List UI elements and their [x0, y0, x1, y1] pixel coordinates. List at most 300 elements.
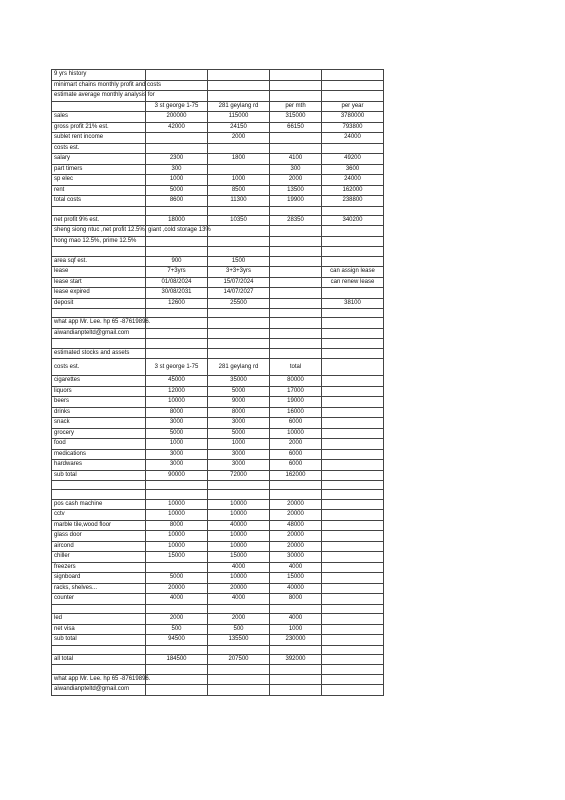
value-cell[interactable]: 500	[208, 624, 270, 635]
value-cell[interactable]	[322, 604, 384, 613]
value-cell[interactable]: 12600	[146, 298, 208, 309]
value-cell[interactable]	[146, 685, 208, 696]
value-cell[interactable]	[322, 449, 384, 460]
value-cell[interactable]: 5000	[146, 428, 208, 439]
row-label-cell[interactable]	[52, 206, 146, 215]
value-cell[interactable]: 40000	[208, 520, 270, 531]
value-cell[interactable]: 10000	[208, 531, 270, 542]
value-cell[interactable]: 3+3+3yrs	[208, 267, 270, 278]
value-cell[interactable]: 49200	[322, 154, 384, 165]
value-cell[interactable]	[208, 143, 270, 154]
value-cell[interactable]	[322, 348, 384, 359]
row-label-cell[interactable]: aircond	[52, 541, 146, 552]
value-cell[interactable]: 14/07/2027	[208, 288, 270, 299]
value-cell[interactable]: 18000	[146, 215, 208, 226]
value-cell[interactable]: 1500	[208, 256, 270, 267]
row-label-cell[interactable]	[52, 481, 146, 490]
value-cell[interactable]: 3000	[208, 460, 270, 471]
value-cell[interactable]: 15000	[146, 552, 208, 563]
value-cell[interactable]: 40000	[270, 583, 322, 594]
value-cell[interactable]: 10000	[146, 531, 208, 542]
value-cell[interactable]	[146, 562, 208, 573]
value-cell[interactable]: 3000	[146, 449, 208, 460]
value-cell[interactable]	[322, 143, 384, 154]
value-cell[interactable]	[322, 460, 384, 471]
row-label-cell[interactable]: deposit	[52, 298, 146, 309]
value-cell[interactable]: 1800	[208, 154, 270, 165]
value-cell[interactable]	[208, 318, 270, 329]
value-cell[interactable]: 01/08/2024	[146, 277, 208, 288]
value-cell[interactable]: 28350	[270, 215, 322, 226]
row-label-cell[interactable]	[52, 665, 146, 674]
value-cell[interactable]: 3000	[146, 460, 208, 471]
value-cell[interactable]	[146, 318, 208, 329]
value-cell[interactable]: 3 st george 1-75	[146, 101, 208, 112]
value-cell[interactable]: 8000	[146, 520, 208, 531]
value-cell[interactable]	[270, 348, 322, 359]
value-cell[interactable]: 340200	[322, 215, 384, 226]
value-cell[interactable]	[208, 328, 270, 339]
row-label-cell[interactable]: what app Mr. Lee. hp 65 -87619896.	[52, 674, 146, 685]
row-label-cell[interactable]: freezers	[52, 562, 146, 573]
value-cell[interactable]	[208, 674, 270, 685]
row-label-cell[interactable]: racks, shelves...	[52, 583, 146, 594]
row-label-cell[interactable]	[52, 309, 146, 318]
value-cell[interactable]: 8000	[146, 407, 208, 418]
value-cell[interactable]	[270, 247, 322, 256]
value-cell[interactable]: 315000	[270, 112, 322, 123]
value-cell[interactable]	[270, 328, 322, 339]
row-label-cell[interactable]: chiller	[52, 552, 146, 563]
value-cell[interactable]	[322, 481, 384, 490]
row-label-cell[interactable]	[52, 604, 146, 613]
row-label-cell[interactable]: area sqf est.	[52, 256, 146, 267]
row-label-cell[interactable]: snack	[52, 418, 146, 429]
value-cell[interactable]: can assign lease	[322, 267, 384, 278]
value-cell[interactable]	[270, 91, 322, 102]
value-cell[interactable]: 3600	[322, 164, 384, 175]
row-label-cell[interactable]: grocery	[52, 428, 146, 439]
value-cell[interactable]	[322, 614, 384, 625]
value-cell[interactable]	[322, 206, 384, 215]
value-cell[interactable]	[270, 256, 322, 267]
row-label-cell[interactable]: part timers	[52, 164, 146, 175]
value-cell[interactable]	[270, 490, 322, 499]
value-cell[interactable]: 10000	[208, 510, 270, 521]
value-cell[interactable]: 2000	[208, 614, 270, 625]
value-cell[interactable]	[146, 247, 208, 256]
value-cell[interactable]	[322, 328, 384, 339]
value-cell[interactable]	[270, 133, 322, 144]
value-cell[interactable]	[322, 91, 384, 102]
value-cell[interactable]	[270, 309, 322, 318]
value-cell[interactable]: 72000	[208, 470, 270, 481]
row-label-cell[interactable]: sub total	[52, 470, 146, 481]
row-label-cell[interactable]: estimate average monthly analysis for	[52, 91, 146, 102]
value-cell[interactable]	[322, 376, 384, 387]
value-cell[interactable]	[322, 520, 384, 531]
value-cell[interactable]: 793800	[322, 122, 384, 133]
value-cell[interactable]: 24150	[208, 122, 270, 133]
value-cell[interactable]: 10000	[208, 573, 270, 584]
value-cell[interactable]: 4000	[270, 614, 322, 625]
value-cell[interactable]: 10000	[270, 428, 322, 439]
value-cell[interactable]: 162000	[270, 470, 322, 481]
value-cell[interactable]: 1000	[146, 175, 208, 186]
row-label-cell[interactable]	[52, 247, 146, 256]
value-cell[interactable]	[322, 470, 384, 481]
row-label-cell[interactable]: costs est.	[52, 143, 146, 154]
value-cell[interactable]	[322, 665, 384, 674]
row-label-cell[interactable]: beers	[52, 397, 146, 408]
value-cell[interactable]	[270, 604, 322, 613]
value-cell[interactable]: 48000	[270, 520, 322, 531]
value-cell[interactable]	[146, 348, 208, 359]
value-cell[interactable]	[146, 481, 208, 490]
value-cell[interactable]: 2000	[270, 175, 322, 186]
row-label-cell[interactable]: lease expired	[52, 288, 146, 299]
value-cell[interactable]: 4000	[208, 594, 270, 605]
row-label-cell[interactable]	[52, 339, 146, 348]
row-label-cell[interactable]: estimated stocks and assets	[52, 348, 146, 359]
value-cell[interactable]: 30/08/2031	[146, 288, 208, 299]
row-label-cell[interactable]: salary	[52, 154, 146, 165]
value-cell[interactable]	[322, 674, 384, 685]
value-cell[interactable]: 6000	[270, 460, 322, 471]
value-cell[interactable]	[146, 490, 208, 499]
value-cell[interactable]: 10000	[146, 499, 208, 510]
value-cell[interactable]: 8600	[146, 196, 208, 207]
value-cell[interactable]: 5000	[146, 185, 208, 196]
value-cell[interactable]: per year	[322, 101, 384, 112]
value-cell[interactable]: 12000	[146, 386, 208, 397]
value-cell[interactable]	[322, 256, 384, 267]
row-label-cell[interactable]: total costs	[52, 196, 146, 207]
value-cell[interactable]: 19900	[270, 196, 322, 207]
value-cell[interactable]	[270, 481, 322, 490]
row-label-cell[interactable]: medications	[52, 449, 146, 460]
value-cell[interactable]	[270, 665, 322, 674]
value-cell[interactable]: 281 geylang rd	[208, 359, 270, 376]
value-cell[interactable]	[208, 164, 270, 175]
value-cell[interactable]: 4000	[270, 562, 322, 573]
value-cell[interactable]: 20000	[270, 510, 322, 521]
row-label-cell[interactable]: led	[52, 614, 146, 625]
value-cell[interactable]: 45000	[146, 376, 208, 387]
value-cell[interactable]: can renew lease	[322, 277, 384, 288]
value-cell[interactable]: 20000	[270, 531, 322, 542]
value-cell[interactable]: 200000	[146, 112, 208, 123]
row-label-cell[interactable]: all total	[52, 654, 146, 665]
value-cell[interactable]	[322, 510, 384, 521]
value-cell[interactable]: 10000	[146, 397, 208, 408]
value-cell[interactable]	[270, 277, 322, 288]
value-cell[interactable]	[146, 339, 208, 348]
value-cell[interactable]: 6000	[270, 418, 322, 429]
value-cell[interactable]	[270, 674, 322, 685]
row-label-cell[interactable]: sublet rent income	[52, 133, 146, 144]
value-cell[interactable]	[322, 80, 384, 91]
value-cell[interactable]: 17000	[270, 386, 322, 397]
row-label-cell[interactable]: cctv	[52, 510, 146, 521]
row-label-cell[interactable]	[52, 101, 146, 112]
value-cell[interactable]	[146, 143, 208, 154]
value-cell[interactable]	[208, 91, 270, 102]
value-cell[interactable]: 30000	[270, 552, 322, 563]
row-label-cell[interactable]: hong mao 12.5%, prime 12.5%	[52, 236, 146, 247]
value-cell[interactable]	[322, 226, 384, 237]
value-cell[interactable]: 184500	[146, 654, 208, 665]
value-cell[interactable]: 300	[146, 164, 208, 175]
value-cell[interactable]: 300	[270, 164, 322, 175]
value-cell[interactable]	[208, 665, 270, 674]
value-cell[interactable]	[270, 267, 322, 278]
row-label-cell[interactable]: aiwandianpteltd@gmail.com	[52, 685, 146, 696]
value-cell[interactable]: 20000	[208, 583, 270, 594]
value-cell[interactable]	[322, 583, 384, 594]
table-row	[52, 112, 384, 123]
value-cell[interactable]: 20000	[146, 583, 208, 594]
value-cell[interactable]: 900	[146, 256, 208, 267]
value-cell[interactable]	[322, 552, 384, 563]
value-cell[interactable]	[208, 481, 270, 490]
value-cell[interactable]	[146, 328, 208, 339]
value-cell[interactable]	[322, 654, 384, 665]
value-cell[interactable]	[322, 594, 384, 605]
value-cell[interactable]: 5000	[208, 386, 270, 397]
value-cell[interactable]	[208, 236, 270, 247]
value-cell[interactable]	[208, 604, 270, 613]
value-cell[interactable]	[208, 490, 270, 499]
value-cell[interactable]	[146, 674, 208, 685]
value-cell[interactable]: 9000	[208, 397, 270, 408]
spreadsheet-body	[52, 70, 384, 696]
value-cell[interactable]	[322, 499, 384, 510]
row-label-cell[interactable]: sp elec	[52, 175, 146, 186]
row-label-cell[interactable]: sheng siong ntuc ,net profit 12.5%, giant ,cold storage 13%	[52, 226, 146, 237]
value-cell[interactable]	[146, 91, 208, 102]
row-label-cell[interactable]: lease start	[52, 277, 146, 288]
value-cell[interactable]: 16000	[270, 407, 322, 418]
value-cell[interactable]: 94500	[146, 635, 208, 646]
row-label-cell[interactable]: pos cash machine	[52, 499, 146, 510]
value-cell[interactable]: 10000	[146, 541, 208, 552]
value-cell[interactable]	[208, 309, 270, 318]
value-cell[interactable]: 500	[146, 624, 208, 635]
row-label-cell[interactable]: liquors	[52, 386, 146, 397]
value-cell[interactable]: 4000	[146, 594, 208, 605]
value-cell[interactable]: 24000	[322, 175, 384, 186]
value-cell[interactable]: 66150	[270, 122, 322, 133]
value-cell[interactable]: 7+3yrs	[146, 267, 208, 278]
value-cell[interactable]: 3000	[208, 418, 270, 429]
row-label-cell[interactable]: hardwares	[52, 460, 146, 471]
value-cell[interactable]	[208, 80, 270, 91]
value-cell[interactable]: 6000	[270, 449, 322, 460]
value-cell[interactable]: 8000	[208, 407, 270, 418]
value-cell[interactable]: 392000	[270, 654, 322, 665]
value-cell[interactable]: 3000	[146, 418, 208, 429]
value-cell[interactable]: 19000	[270, 397, 322, 408]
row-label-cell[interactable]: lease	[52, 267, 146, 278]
value-cell[interactable]	[322, 573, 384, 584]
value-cell[interactable]: per mth	[270, 101, 322, 112]
value-cell[interactable]: 11300	[208, 196, 270, 207]
value-cell[interactable]	[270, 80, 322, 91]
row-label-cell[interactable]: minimart chains monthly profit and costs	[52, 80, 146, 91]
value-cell[interactable]: 230000	[270, 635, 322, 646]
value-cell[interactable]: 90000	[146, 470, 208, 481]
value-cell[interactable]: 35000	[208, 376, 270, 387]
row-label-cell[interactable]	[52, 490, 146, 499]
value-cell[interactable]	[208, 206, 270, 215]
value-cell[interactable]: 2000	[270, 439, 322, 450]
value-cell[interactable]	[208, 226, 270, 237]
value-cell[interactable]	[270, 206, 322, 215]
value-cell[interactable]	[270, 685, 322, 696]
value-cell[interactable]	[270, 645, 322, 654]
value-cell[interactable]	[208, 247, 270, 256]
row-label-cell[interactable]: rent	[52, 185, 146, 196]
value-cell[interactable]: 42000	[146, 122, 208, 133]
value-cell[interactable]	[270, 288, 322, 299]
value-cell[interactable]: 207500	[208, 654, 270, 665]
value-cell[interactable]	[146, 645, 208, 654]
value-cell[interactable]: 135500	[208, 635, 270, 646]
value-cell[interactable]: 10000	[208, 541, 270, 552]
value-cell[interactable]: 10000	[146, 510, 208, 521]
value-cell[interactable]	[322, 685, 384, 696]
value-cell[interactable]: 8500	[208, 185, 270, 196]
row-label-cell[interactable]: net visa	[52, 624, 146, 635]
value-cell[interactable]: 162000	[322, 185, 384, 196]
value-cell[interactable]	[146, 236, 208, 247]
value-cell[interactable]	[208, 70, 270, 81]
value-cell[interactable]: 38100	[322, 298, 384, 309]
row-label-cell[interactable]	[52, 645, 146, 654]
value-cell[interactable]: 2000	[208, 133, 270, 144]
row-label-cell[interactable]: 9 yrs history	[52, 70, 146, 81]
value-cell[interactable]	[270, 298, 322, 309]
row-label-cell[interactable]: aiwandianpteltd@gmail.com	[52, 328, 146, 339]
value-cell[interactable]	[146, 70, 208, 81]
value-cell[interactable]: 281 geylang rd	[208, 101, 270, 112]
value-cell[interactable]: 115000	[208, 112, 270, 123]
value-cell[interactable]	[322, 397, 384, 408]
row-label-cell[interactable]: what app Mr. Lee. hp 65 -87619896.	[52, 318, 146, 329]
value-cell[interactable]: 15000	[208, 552, 270, 563]
value-cell[interactable]	[208, 685, 270, 696]
value-cell[interactable]	[208, 339, 270, 348]
value-cell[interactable]	[146, 604, 208, 613]
value-cell[interactable]: 10350	[208, 215, 270, 226]
value-cell[interactable]	[322, 541, 384, 552]
value-cell[interactable]	[146, 309, 208, 318]
value-cell[interactable]	[322, 439, 384, 450]
value-cell[interactable]: 15/07/2024	[208, 277, 270, 288]
row-label-cell[interactable]: sub total	[52, 635, 146, 646]
row-label-cell[interactable]: gross profit 21% est.	[52, 122, 146, 133]
value-cell[interactable]	[208, 645, 270, 654]
value-cell[interactable]: 1000	[208, 175, 270, 186]
row-label-cell[interactable]: costs est.	[52, 359, 146, 376]
value-cell[interactable]	[270, 318, 322, 329]
row-label-cell[interactable]: net profit 9% est.	[52, 215, 146, 226]
value-cell[interactable]	[146, 206, 208, 215]
value-cell[interactable]	[322, 531, 384, 542]
value-cell[interactable]: 238800	[322, 196, 384, 207]
row-label-cell[interactable]: marble tile,wood floor	[52, 520, 146, 531]
row-label-cell[interactable]: food	[52, 439, 146, 450]
value-cell[interactable]	[322, 386, 384, 397]
value-cell[interactable]	[322, 247, 384, 256]
value-cell[interactable]	[322, 635, 384, 646]
value-cell[interactable]	[322, 407, 384, 418]
value-cell[interactable]: 25500	[208, 298, 270, 309]
row-label-cell[interactable]: sales	[52, 112, 146, 123]
row-label-cell[interactable]: cigarettes	[52, 376, 146, 387]
value-cell[interactable]	[322, 624, 384, 635]
row-label-cell[interactable]: signboard	[52, 573, 146, 584]
value-cell[interactable]: 1000	[270, 624, 322, 635]
row-label-cell[interactable]: drinks	[52, 407, 146, 418]
row-label-cell[interactable]: glass door	[52, 531, 146, 542]
value-cell[interactable]	[322, 645, 384, 654]
value-cell[interactable]	[322, 309, 384, 318]
value-cell[interactable]	[322, 490, 384, 499]
value-cell[interactable]: total	[270, 359, 322, 376]
value-cell[interactable]	[146, 133, 208, 144]
value-cell[interactable]: 13500	[270, 185, 322, 196]
value-cell[interactable]: 3 st george 1-75	[146, 359, 208, 376]
value-cell[interactable]: 3000	[208, 449, 270, 460]
value-cell[interactable]	[208, 348, 270, 359]
value-cell[interactable]: 4100	[270, 154, 322, 165]
value-cell[interactable]: 80000	[270, 376, 322, 387]
value-cell[interactable]	[322, 428, 384, 439]
value-cell[interactable]	[322, 562, 384, 573]
value-cell[interactable]: 20000	[270, 541, 322, 552]
value-cell[interactable]	[270, 143, 322, 154]
value-cell[interactable]	[322, 236, 384, 247]
value-cell[interactable]: 2000	[146, 614, 208, 625]
value-cell[interactable]	[270, 70, 322, 81]
value-cell[interactable]: 5000	[146, 573, 208, 584]
value-cell[interactable]	[270, 226, 322, 237]
value-cell[interactable]: 2300	[146, 154, 208, 165]
value-cell[interactable]: 15000	[270, 573, 322, 584]
row-label-cell[interactable]: counter	[52, 594, 146, 605]
value-cell[interactable]: 5000	[208, 428, 270, 439]
value-cell[interactable]: 10000	[208, 499, 270, 510]
value-cell[interactable]	[270, 339, 322, 348]
value-cell[interactable]: 3780000	[322, 112, 384, 123]
value-cell[interactable]: 4000	[208, 562, 270, 573]
value-cell[interactable]	[322, 70, 384, 81]
value-cell[interactable]	[322, 288, 384, 299]
value-cell[interactable]	[270, 236, 322, 247]
value-cell[interactable]	[322, 359, 384, 376]
value-cell[interactable]	[322, 318, 384, 329]
value-cell[interactable]: 8000	[270, 594, 322, 605]
value-cell[interactable]: 1000	[208, 439, 270, 450]
value-cell[interactable]: 24000	[322, 133, 384, 144]
value-cell[interactable]: 1000	[146, 439, 208, 450]
value-cell[interactable]	[146, 665, 208, 674]
value-cell[interactable]	[322, 418, 384, 429]
value-cell[interactable]: 20000	[270, 499, 322, 510]
value-cell[interactable]	[322, 339, 384, 348]
